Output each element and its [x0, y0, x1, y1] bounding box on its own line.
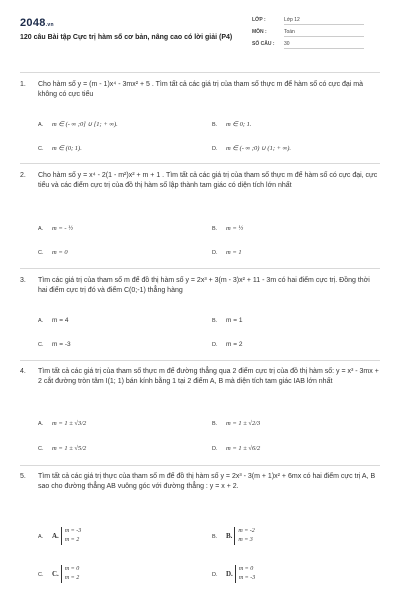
q3-option-a[interactable]: A. m = 4 [38, 317, 69, 324]
q5-option-d[interactable]: D. D.m = 0 m = -3 [212, 566, 256, 581]
divider [20, 72, 380, 73]
q1-option-b[interactable]: B. m ∈ 0; 1. [212, 121, 252, 128]
q1-option-c[interactable]: C. m ∈ (0; 1). [38, 145, 82, 152]
q4-option-c[interactable]: C. m = 1 ± √5/2 [38, 445, 87, 452]
meta-socau: SỐ CÂU : 30 [252, 41, 364, 49]
divider [20, 360, 380, 361]
divider [20, 465, 380, 466]
page-title: 120 câu Bài tập Cực trị hàm số cơ bản, nâng cao có lời giải (P4) [20, 34, 233, 41]
q3-option-d[interactable]: D. m = 2 [212, 341, 243, 348]
equation-system: m = 0 m = 2 [61, 565, 79, 583]
q2-option-b[interactable]: B. m = ½ [212, 225, 244, 232]
q5-option-b[interactable]: B. B.m = -2 m = 3 [212, 528, 255, 543]
q5-option-c[interactable]: C. C.m = 0 m = 2 [38, 566, 80, 581]
q2-option-a[interactable]: A. m = - ½ [38, 225, 73, 232]
q1-option-d[interactable]: D. m ∈ (- ∞ ;0) ∪ (1; + ∞). [212, 145, 292, 152]
question-5: 5. Tìm tất cả các giá trị thực của tham số m để đồ thị hàm số y = 2x³ - 3(m + 1)x² + 6mx có hai điểm cực trị A, B sao cho đường thẳng AB vuông góc với đường thẳng : y = x + 2. [20, 473, 376, 490]
equation-system: m = 0 m = -3 [235, 565, 255, 583]
q4-option-b[interactable]: B. m = 1 ± √2/3 [212, 420, 261, 427]
question-2: 2. Cho hàm số y = x⁴ - 2(1 - m²)x² + m + 1 . Tìm tất cả các giá trị của tham số thực m để hàm số có cực đại, cực tiểu và các điểm cực trị của đồ thị hàm số lập thành tam giác có diện tích lớn nhất [20, 172, 378, 189]
q4-option-d[interactable]: D. m = 1 ± √6/2 [212, 445, 261, 452]
q3-option-b[interactable]: B. m = 1 [212, 317, 243, 324]
site-logo[interactable]: 2048.vn [20, 17, 54, 29]
meta-lop: LỚP : Lớp 12 [252, 17, 364, 25]
question-3: 3. Tìm các giá trị của tham số m để đồ thị hàm số y = 2x³ + 3(m - 3)x² + 11 - 3m có hai điểm cực trị. Đồng thời hai điểm cực trị đó và điểm C(0;-1) thẳng hàng [20, 277, 370, 294]
q3-option-c[interactable]: C. m = -3 [38, 341, 71, 348]
q4-option-a[interactable]: A. m = 1 ± √3/2 [38, 420, 87, 427]
equation-system: m = -2 m = 3 [234, 527, 254, 545]
q5-option-a[interactable]: A. A.m = -3 m = 2 [38, 528, 82, 543]
divider [20, 163, 380, 164]
q2-option-d[interactable]: D. m = 1 [212, 249, 242, 256]
question-4: 4. Tìm tất cả các giá trị của tham số thực m để đường thẳng qua 2 điểm cực trị của đồ thị hàm số: y = x³ - 3mx + 2 cắt đường tròn tâm I(1; 1) bán kính bằng 1 tại 2 điểm A, B mà diện tích tam giác IAB lớn nhất [20, 368, 379, 385]
divider [20, 268, 380, 269]
question-1: 1. Cho hàm số y = (m - 1)x⁴ - 3mx² + 5 . Tìm tất cả các giá trị của tham số thực m để hàm số có cực đại mà không có cực tiểu [20, 81, 364, 98]
equation-system: m = -3 m = 2 [61, 527, 81, 545]
q1-option-a[interactable]: A. m ∈ (- ∞ ;0] ∪ [1; + ∞). [38, 121, 118, 128]
q2-option-c[interactable]: C. m = 0 [38, 249, 68, 256]
meta-mon: MÔN : Toán [252, 29, 364, 37]
